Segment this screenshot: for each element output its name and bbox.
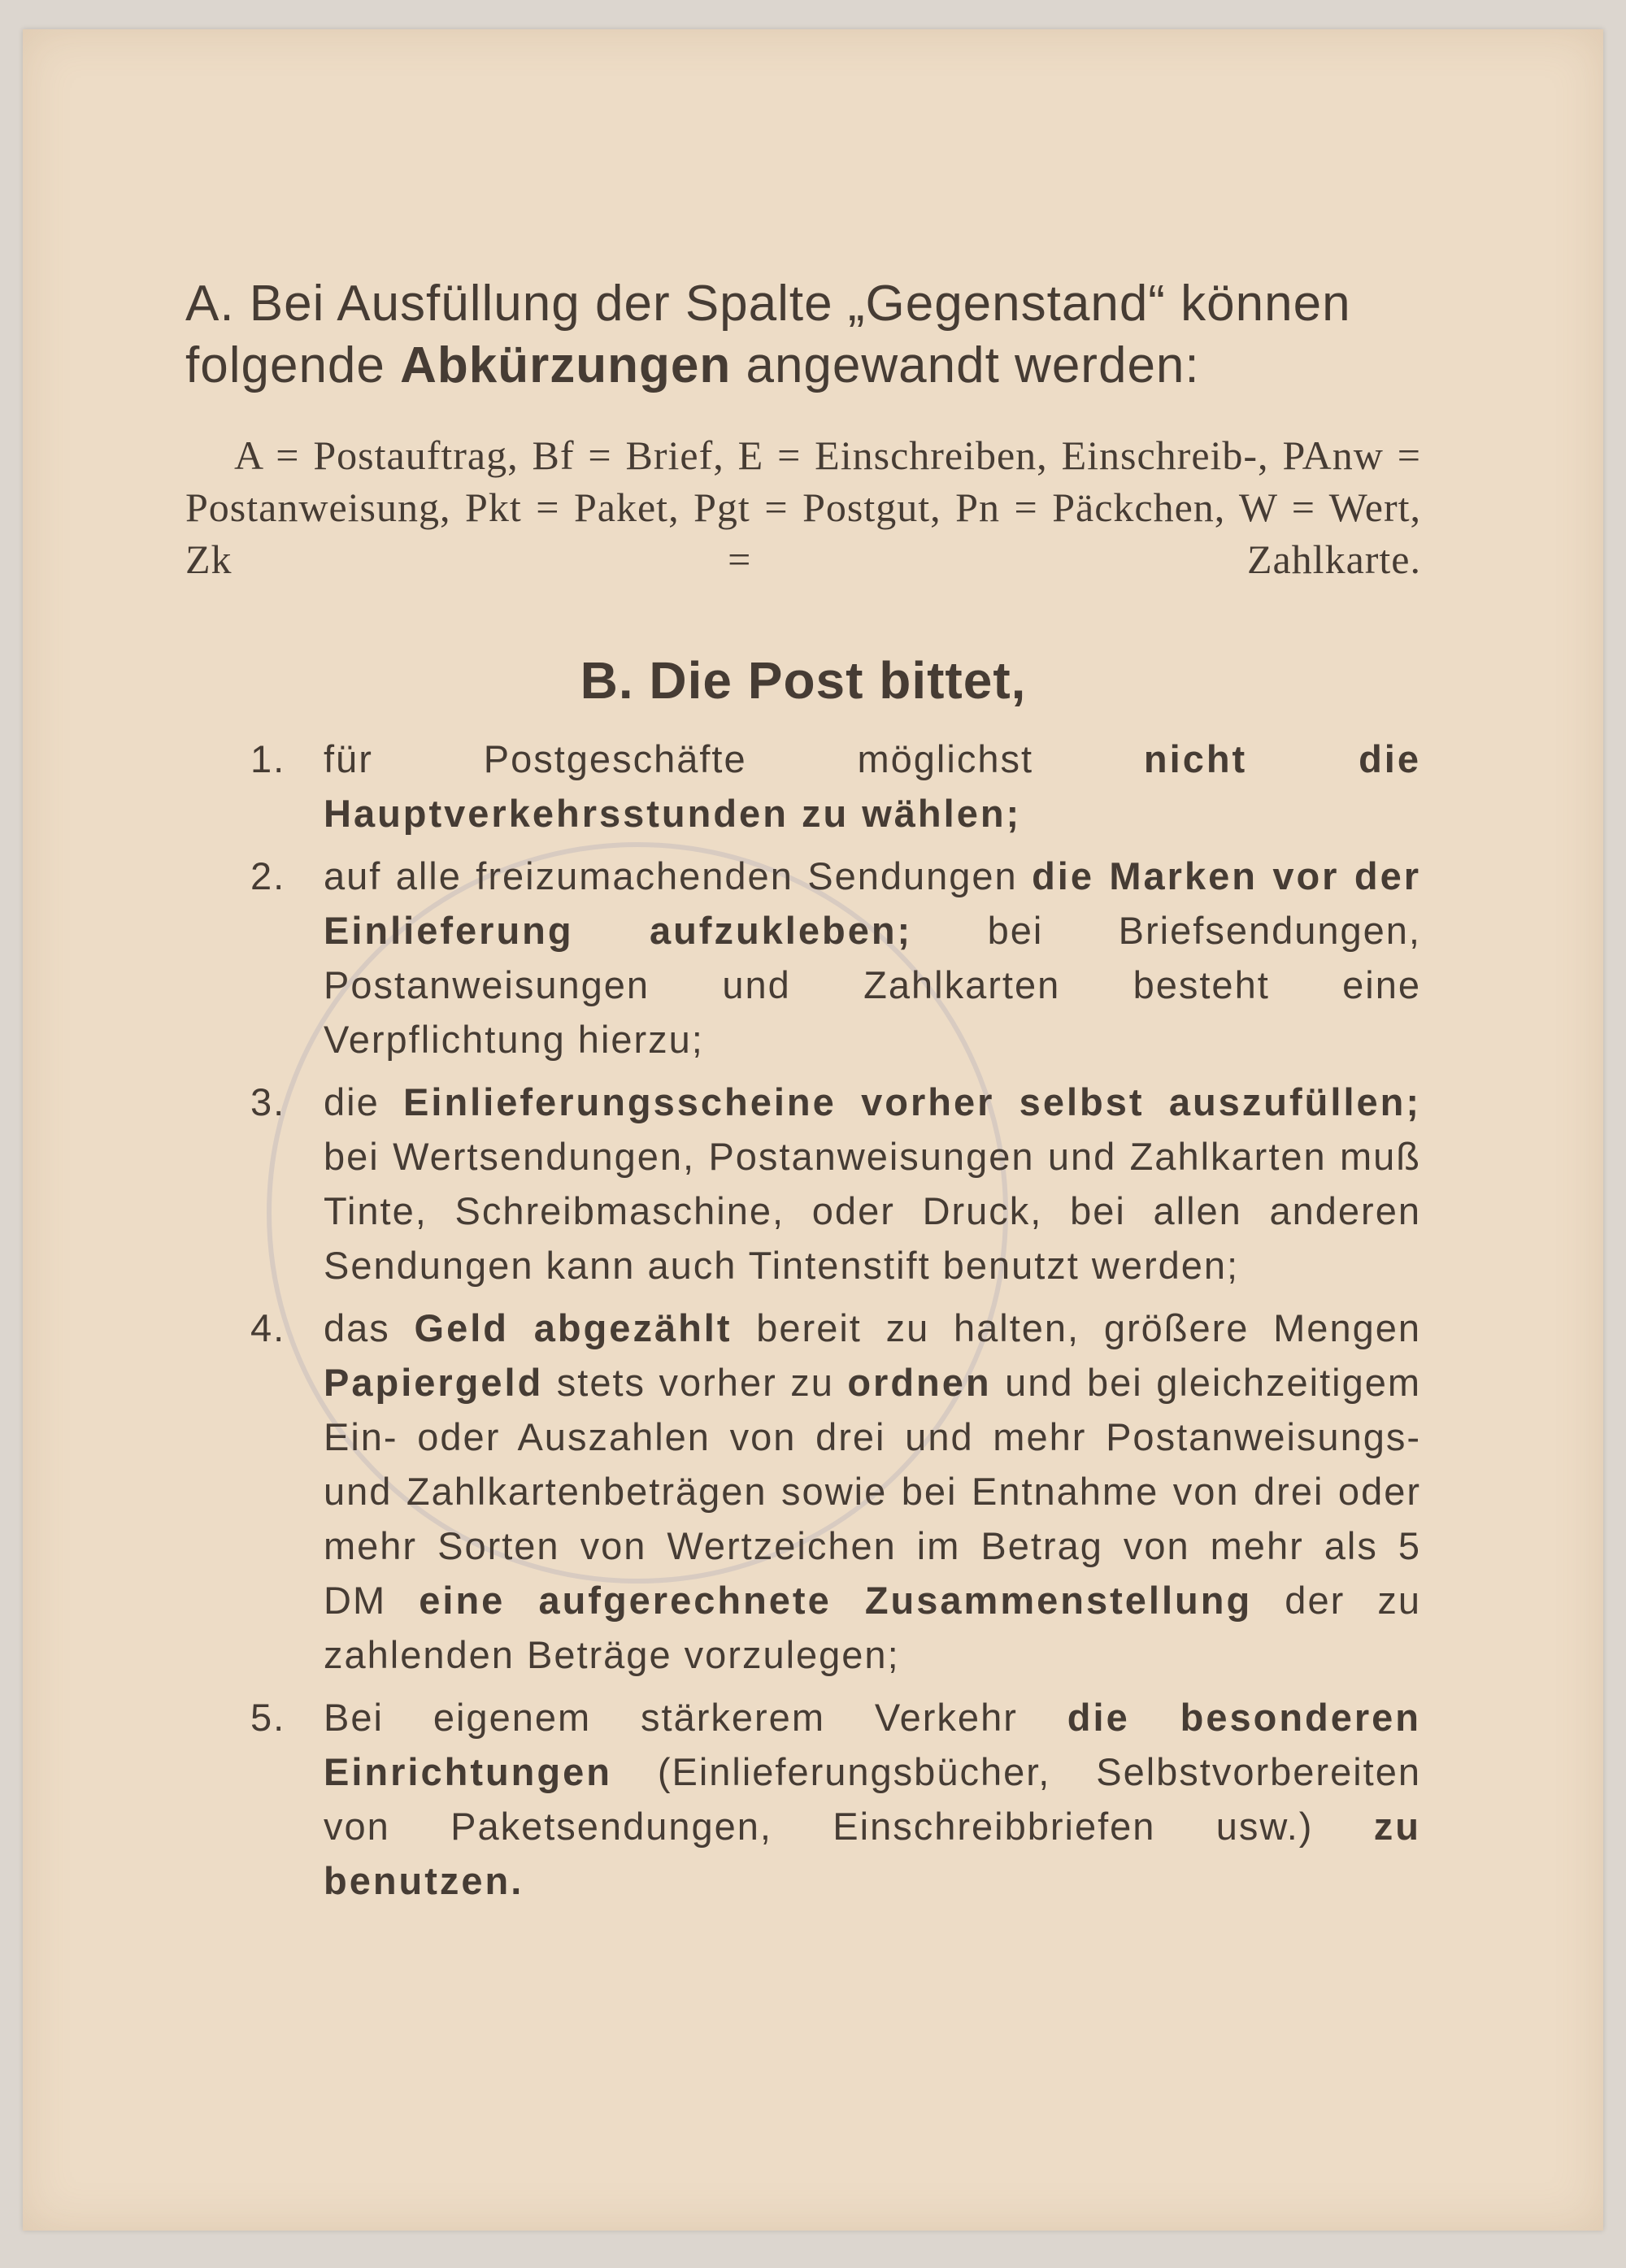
item-number: 5. — [250, 1696, 286, 1739]
item-text: bereit zu halten, größere Mengen — [732, 1306, 1422, 1349]
item-emphasis: Geld abgezählt — [414, 1306, 733, 1349]
paper-sheet — [23, 29, 1603, 2231]
item-emphasis: die besonderen Einrichtungen — [324, 1696, 1422, 1793]
item-text: bei Wertsendungen, Postanweisungen und Zahlkarten muß Tinte, Schreibmaschine, oder Druck, bei allen anderen Sendungen kann auch Tintenstift benutzt werden; — [324, 1135, 1421, 1287]
section-b-title: B. Die Post bittet, — [580, 651, 1027, 710]
item-emphasis: die Marken vor der Einlieferung aufzukleben; — [324, 854, 1421, 952]
item-number: 4. — [250, 1306, 286, 1349]
item-emphasis: nicht die Hauptverkehrsstunden zu wählen; — [324, 737, 1421, 835]
request-item-5 — [185, 1690, 1421, 1908]
item-number: 2. — [250, 854, 286, 897]
item-emphasis: ordnen — [847, 1361, 992, 1404]
section-a-heading — [185, 273, 1421, 397]
item-text: bei Briefsendungen, Postanweisungen und Zahlkarten besteht eine Verpflichtung hierzu; — [324, 909, 1421, 1061]
item-emphasis: Einlieferungsscheine vorher selbst auszufüllen; — [403, 1080, 1421, 1123]
item-text: das — [324, 1306, 415, 1349]
section-a-heading-bold: Abkürzungen — [400, 337, 732, 393]
item-number: 3. — [250, 1080, 286, 1123]
item-emphasis: zu benutzen. — [324, 1805, 1421, 1902]
item-text: der zu zahlenden Beträge vorzulegen; — [324, 1579, 1422, 1676]
item-text: stets vorher zu — [543, 1361, 848, 1404]
item-text: und bei gleichzeitigem Ein- oder Auszahlen von drei und mehr Postanweisungs- und Zahlkartenbeträgen sowie bei Entnahme von drei oder mehr Sorten von Wertzeichen im Betrag von mehr als 5 DM — [324, 1361, 1422, 1622]
request-item-1 — [185, 732, 1421, 841]
item-text: auf alle freizumachenden Sendungen — [324, 854, 1033, 897]
request-item-4 — [185, 1301, 1421, 1682]
request-item-3 — [185, 1075, 1421, 1293]
item-emphasis: Papiergeld — [324, 1361, 544, 1404]
item-emphasis: eine aufgerechnete Zusammenstellung — [419, 1579, 1253, 1622]
item-text: für Postgeschäfte möglichst — [324, 737, 1144, 780]
request-item-2 — [185, 849, 1421, 1067]
section-a-heading-text: A. Bei Ausfüllung der Spalte „Gegenstand“ können folgende — [185, 276, 1351, 393]
item-text: Bei eigenem stärkerem Verkehr — [324, 1696, 1067, 1739]
document-content — [185, 273, 1421, 1916]
requests-list — [185, 732, 1421, 1908]
item-text: die — [324, 1080, 404, 1123]
item-text: (Einlieferungsbücher, Selbstvorbereiten von Paketsendungen, Einschreibbriefen usw.) — [324, 1750, 1421, 1848]
item-number: 1. — [250, 737, 286, 780]
section-a-heading-end: angewandt werden: — [731, 337, 1200, 393]
abbreviations-text: A = Postauftrag, Bf = Brief, E = Einschreiben, Einschreib-, PAnw = Postanweisung, Pkt = Paket, Pgt = Postgut, Pn = Päckchen, W = Wert, Zk = Zahlkarte. — [185, 432, 1421, 582]
